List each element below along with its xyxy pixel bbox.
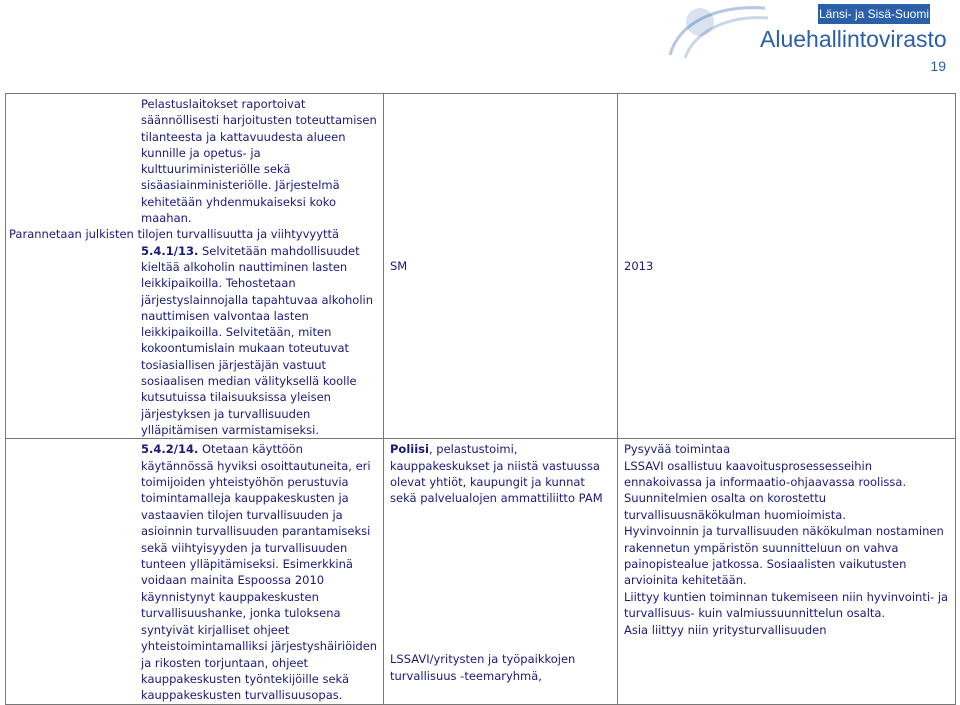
note-item: Suunnitelmien osalta on korostettu turvallisuusnäkökulman huomioimista. [624, 491, 846, 522]
measure-text: Otetaan käyttöön käytännössä hyviksi osoittautuneita, eri toimijoiden yhteistyöhön perustuvia toimintamalleja kauppakeskusten ja vastaavien tilojen turvallisuuden ja asioinnin turvallisuuden parantamiseksi sekä viihtyisyyden ja turvallisuuden tunteen ylläpitämiseksi. Esimerkkinä voidaan mainita Espoossa 2010 käynnistynyt kauppakeskusten turvallisuushanke, jonka tuloksena syntyivät kirjalliset ohjeet yhteistoimintamalliksi järjestyshäiriöiden ja rikosten torjuntaan, ohjeet kauppakeskusten työntekijöille sekä kauppakeskusten turvallisuusopas. [141, 442, 378, 703]
organization-name: Aluehallintovirasto [760, 26, 947, 52]
measure-cell [6, 94, 384, 439]
logo-swirl-icon [630, 0, 770, 60]
note-item: Pysyvää toimintaa [624, 442, 731, 457]
section-heading: Parannetaan julkisten tilojen turvallisuutta ja viihtyvyyttä [9, 227, 340, 242]
note-item: LSSAVI osallistuu kaavoitusprosessesseihin ennakoivassa ja informaatio-ohjaavassa roolissa. [624, 458, 907, 490]
notes-cell [618, 439, 956, 705]
note-item: Asia liittyy niin yritysturvallisuuden [624, 622, 827, 637]
schedule-text: 2013 [624, 258, 654, 273]
table-row [6, 439, 956, 705]
measures-table [5, 93, 956, 705]
page-number: 19 [930, 58, 946, 74]
responsible-cell [384, 94, 618, 439]
measure-text: Selvitetään mahdollisuudet kieltää alkoholin nauttiminen lasten leikkipaikoilla. Tehostetaan järjestyslainnojalla tapahtuvaa alkoholin nauttimisen valvontaa lasten leikkipaikoilla. Selvitetään, miten kokoontumislain mukaan toteutuvat tosiasiallisen järjestäjän vastuut sosiaalisen median välityksellä koolle kutsutuissa tilaisuuksissa yleisen järjestyksen ja turvallisuuden ylläpitämisen varmistamiseksi. [141, 243, 373, 437]
responsible-text: SM [390, 258, 408, 273]
region-label: Länsi- ja Sisä-Suomi [818, 4, 930, 24]
table-row [6, 94, 956, 439]
measure-id: 5.4.1/13. [141, 243, 199, 258]
responsible-cell [384, 439, 618, 705]
measure-id: 5.4.2/14. [141, 442, 199, 457]
schedule-cell [618, 94, 956, 439]
responsible-text: , pelastustoimi, kauppakeskukset ja niistä vastuussa olevat yhtiöt, kaupungit ja kunnat sekä palvelualojen ammattiliitto PAM [390, 442, 603, 506]
note-item: Hyvinvoinnin ja turvallisuuden näkökulman nostaminen rakennetun ympäristön suunnitteluun on vahva painopistealue jatkossa. Sosiaalisten vaikutusten arvioinita kehitetään. [624, 524, 944, 588]
measure-cell [6, 439, 384, 705]
note-item: Liittyy kuntien toiminnan tukemiseen niin hyvinvointi- ja turvallisuus- kuin valmiussuunnittelun osalta. [624, 589, 949, 621]
intro-text: Pelastuslaitokset raportoivat säännöllisesti harjoitusten toteuttamisen tilanteesta ja kattavuudesta alueen kunnille ja opetus- ja kulttuuriministeriölle sekä sisäasiainministeriölle. Järjestelmä kehitetään yhdenmukaiseksi koko maahan. [141, 97, 377, 226]
responsible-lead: Poliisi [390, 442, 429, 457]
responsible-extra: LSSAVI/yritysten ja työpaikkojen turvallisuus -teemaryhmä, [390, 652, 576, 683]
header [0, 0, 960, 60]
